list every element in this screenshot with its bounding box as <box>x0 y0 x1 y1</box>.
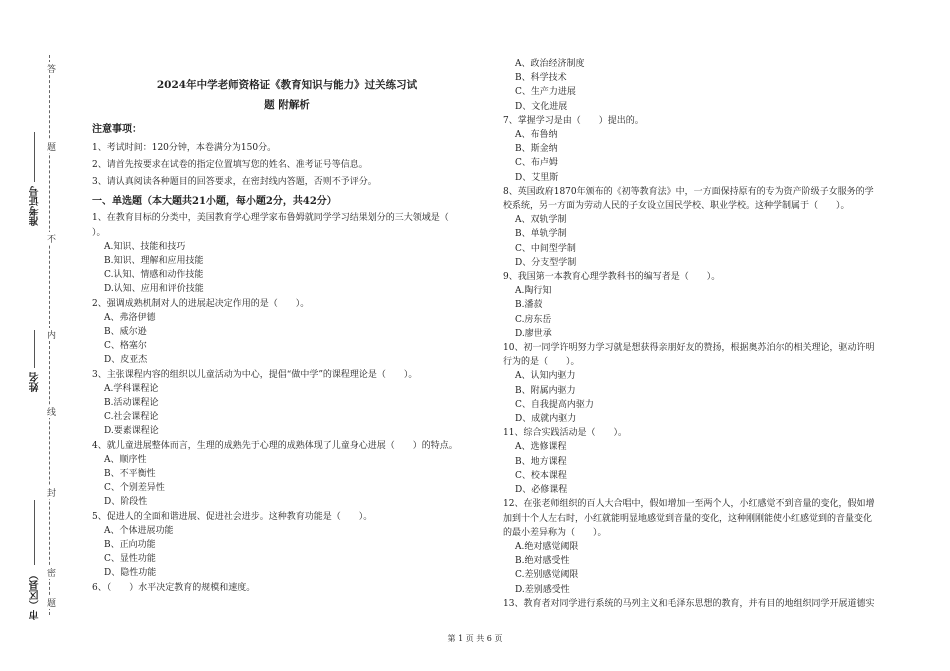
title-line: 题 附解析 <box>264 99 310 111</box>
seal-char: 题 <box>45 142 55 151</box>
answer-option: C、自我提高内驱力 <box>515 399 594 410</box>
answer-option: B.知识、理解和应用技能 <box>104 256 204 267</box>
name-line <box>34 330 35 368</box>
seal-char: 答 <box>45 64 55 73</box>
seal-char: 线 <box>45 407 55 416</box>
question-stem: ）。 <box>92 227 106 238</box>
answer-option: D.廖世承 <box>515 328 552 339</box>
answer-option: A、个体进展功能 <box>104 525 174 536</box>
answer-option: C.社会课程论 <box>104 412 159 423</box>
answer-option: D、分支型学制 <box>515 257 577 268</box>
answer-option: A、双轨学制 <box>515 215 567 226</box>
exam-title <box>92 75 482 115</box>
answer-option: C、个别差异性 <box>104 483 165 494</box>
seal-char: 密 <box>45 568 55 577</box>
question-stem: 11、综合实践活动是（ ）。 <box>503 428 627 439</box>
answer-option: B、斯金纳 <box>515 144 558 155</box>
answer-option: A.绝对感觉阈限 <box>515 541 579 552</box>
answer-option: A、选修课程 <box>515 442 567 453</box>
answer-option: C、校本课程 <box>515 470 567 481</box>
answer-option: C.认知、情感和动作技能 <box>104 270 204 281</box>
notice-heading: 注意事项： <box>92 124 142 135</box>
answer-option: A、认知内驱力 <box>515 371 576 382</box>
title-line: 2024年中学老师资格证《教育知识与能力》过关练习试 <box>156 79 418 91</box>
question-stem: 加到十个人左右时，小红就能明显地感觉到音量的变化，这种刚刚能使小红感觉到的音量变化 <box>503 513 873 524</box>
question-stem: 6、（ ）水平决定教育的规模和速度。 <box>92 582 256 593</box>
notice-item: 1、考试时间：120分钟，本卷满分为150分。 <box>92 143 277 154</box>
question-stem: 8、英国政府1870年颁布的《初等教育法》中，一方面保持原有的专为资产阶级子女服务的学 <box>503 186 874 197</box>
question-stem: 3、主张课程内容的组织以儿童活动为中心，提倡“做中学”的课程理论是（ ）。 <box>92 369 418 380</box>
answer-option: B.绝对感受性 <box>515 556 570 567</box>
answer-option: A、布鲁纳 <box>515 130 558 141</box>
answer-option: C、生产力进展 <box>515 87 576 98</box>
answer-option: D、成就内驱力 <box>515 414 577 425</box>
answer-option: C、显性功能 <box>104 554 156 565</box>
question-stem: 5、促进人的全面和谐进展、促进社会进步。这种教育功能是（ ）。 <box>92 511 373 522</box>
answer-option: A.学科课程论 <box>104 383 159 394</box>
answer-option: C、格塞尔 <box>104 341 147 352</box>
answer-option: B、科学技术 <box>515 73 567 84</box>
answer-option: D.差别感受性 <box>515 584 570 595</box>
notice-item: 2、请首先按要求在试卷的指定位置填写您的姓名、准考证号等信息。 <box>92 160 368 171</box>
answer-option: A.知识、技能和技巧 <box>104 241 186 252</box>
answer-option: B、不平衡性 <box>104 469 156 480</box>
answer-option: C、中间型学制 <box>515 243 576 254</box>
answer-option: D、隐性功能 <box>104 568 157 579</box>
answer-option: B.活动课程论 <box>104 398 159 409</box>
answer-option: A、政治经济制度 <box>515 59 585 69</box>
exam-number-label: 准考证号 <box>30 186 41 226</box>
answer-option: D、文化进展 <box>515 101 568 112</box>
district-line <box>34 500 35 565</box>
answer-option: D、艾里斯 <box>515 172 559 183</box>
answer-option: C.房东岳 <box>515 314 552 325</box>
question-stem: 4、就儿童进展整体而言，生理的成熟先于心理的成熟体现了儿童身心进展（ ）的特点。 <box>92 440 458 451</box>
section-heading: 一、单选题（本大题共21小题，每小题2分，共42分） <box>92 196 337 208</box>
answer-option: B、正向功能 <box>104 540 156 551</box>
answer-option: A、顺序性 <box>104 454 147 465</box>
question-stem: 12、在张老师组织的百人大合唱中，假如增加一至两个人，小红感觉不到音量的变化，假如增 <box>503 499 875 510</box>
question-stem: 13、教育者对同学进行系统的马列主义和毛泽东思想的教育，并有目的地组织同学开展道德实 <box>503 598 875 609</box>
answer-option: A.陶行知 <box>515 286 552 297</box>
answer-option: B、单轨学制 <box>515 229 567 240</box>
answer-option: C.差别感觉阈限 <box>515 570 579 581</box>
answer-option: B、地方课程 <box>515 456 567 467</box>
answer-option: B、威尔逊 <box>104 327 147 338</box>
seal-char: 题 <box>45 598 55 607</box>
question-stem: 9、我国第一本教育心理学教科书的编写者是（ ）。 <box>503 272 721 283</box>
answer-option: C、布卢姆 <box>515 158 558 169</box>
answer-option: D、必修课程 <box>515 485 568 496</box>
left-column <box>92 75 482 595</box>
answer-option: B、附属内驱力 <box>515 385 576 396</box>
question-stem: 7、掌握学习是由（ ）提出的。 <box>503 115 644 126</box>
question-stem: 校系统，另一方面为劳动人民的子女设立国民学校、职业学校。这种学制属于（ ）。 <box>503 201 850 212</box>
notice-item: 3、请认真阅读各种题目的回答要求，在密封线内答题，否则不予评分。 <box>92 177 377 188</box>
binding-margin <box>0 0 70 671</box>
answer-option: D.认知、应用和评价技能 <box>104 284 204 295</box>
question-stem: 2、强调成熟机制对人的进展起决定作用的是（ ）。 <box>92 298 310 309</box>
exam-number-line <box>34 132 35 182</box>
seal-char: 封 <box>45 488 55 497</box>
answer-option: D、阶段性 <box>104 497 148 508</box>
seal-char: 内 <box>45 330 55 339</box>
district-label: 市（区县） <box>30 570 41 620</box>
answer-option: D.要素课程论 <box>104 426 159 437</box>
answer-option: B.潘菽 <box>515 300 543 311</box>
right-column <box>503 57 903 611</box>
page-footer: 第 1 页 共 6 页 <box>447 634 503 643</box>
question-stem: 1、在教育目标的分类中，美国教育学心理学家布鲁姆就同学学习结果划分的三大领域是（ <box>92 213 449 224</box>
answer-option: D、皮亚杰 <box>104 355 148 366</box>
answer-option: A、弗洛伊德 <box>104 312 156 323</box>
question-stem: 行为的是（ ）。 <box>503 357 580 368</box>
name-label: 姓名 <box>30 372 41 392</box>
question-stem: 10、初一同学许明努力学习就是想获得亲朋好友的赞扬，根据奥苏泊尔的相关理论，驱动许明 <box>503 343 875 354</box>
question-stem: 的最小差异称为（ ）。 <box>503 527 607 538</box>
seal-char: 不 <box>45 234 55 243</box>
